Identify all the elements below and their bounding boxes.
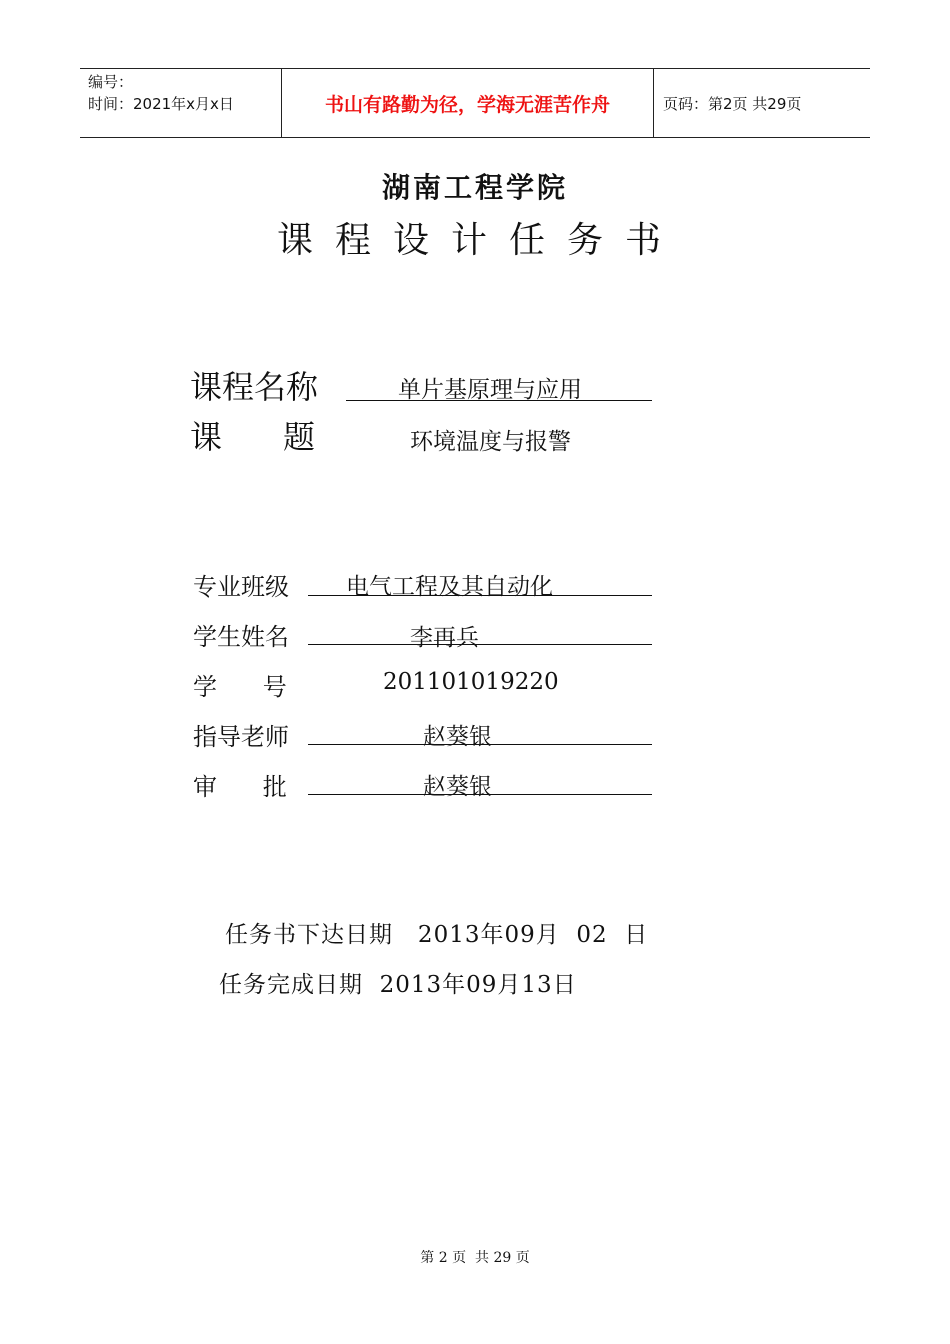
approval-value: 赵葵银 xyxy=(423,774,492,800)
advisor-underline xyxy=(308,744,652,745)
advisor-label: 指导老师 xyxy=(193,723,289,751)
complete-date: 任务完成日期 2013年09月13日 xyxy=(219,972,577,998)
approval-underline xyxy=(308,794,652,795)
advisor-value: 赵葵银 xyxy=(423,724,492,750)
page-footer: 第 2 页 共 29 页 xyxy=(420,1250,530,1266)
course-underline xyxy=(346,400,652,401)
header-table xyxy=(80,68,870,138)
major-label: 专业班级 xyxy=(193,573,289,601)
student-label: 学生姓名 xyxy=(193,623,289,651)
id-value: 201101019220 xyxy=(383,669,559,695)
page-label: 页码：第2页 共29页 xyxy=(663,94,802,113)
student-value: 李再兵 xyxy=(410,625,479,651)
topic-value: 环境温度与报警 xyxy=(410,429,571,455)
number-label: 编号： xyxy=(88,73,134,91)
course-row xyxy=(190,362,318,408)
major-value: 电气工程及其自动化 xyxy=(346,574,553,600)
approval-label: 审 批 xyxy=(193,773,287,801)
major-underline xyxy=(308,595,652,596)
header-left-cell xyxy=(80,69,281,137)
topic-label: 课 题 xyxy=(190,418,316,456)
issue-date: 任务书下达日期 2013年09月 02 日 xyxy=(225,922,649,948)
school-name: 湖南工程学院 xyxy=(381,171,568,204)
topic-row xyxy=(190,412,315,458)
student-underline xyxy=(308,644,652,645)
motto: 书山有路勤为径，学海无涯苦作舟 xyxy=(281,69,654,137)
course-label: 课程名称 xyxy=(190,368,319,406)
time-label: 时间：2021年x月x日 xyxy=(88,95,234,113)
id-label: 学 号 xyxy=(193,673,287,701)
course-value: 单片基原理与应用 xyxy=(398,377,582,403)
doc-title: 课程设计任务书 xyxy=(276,220,683,261)
